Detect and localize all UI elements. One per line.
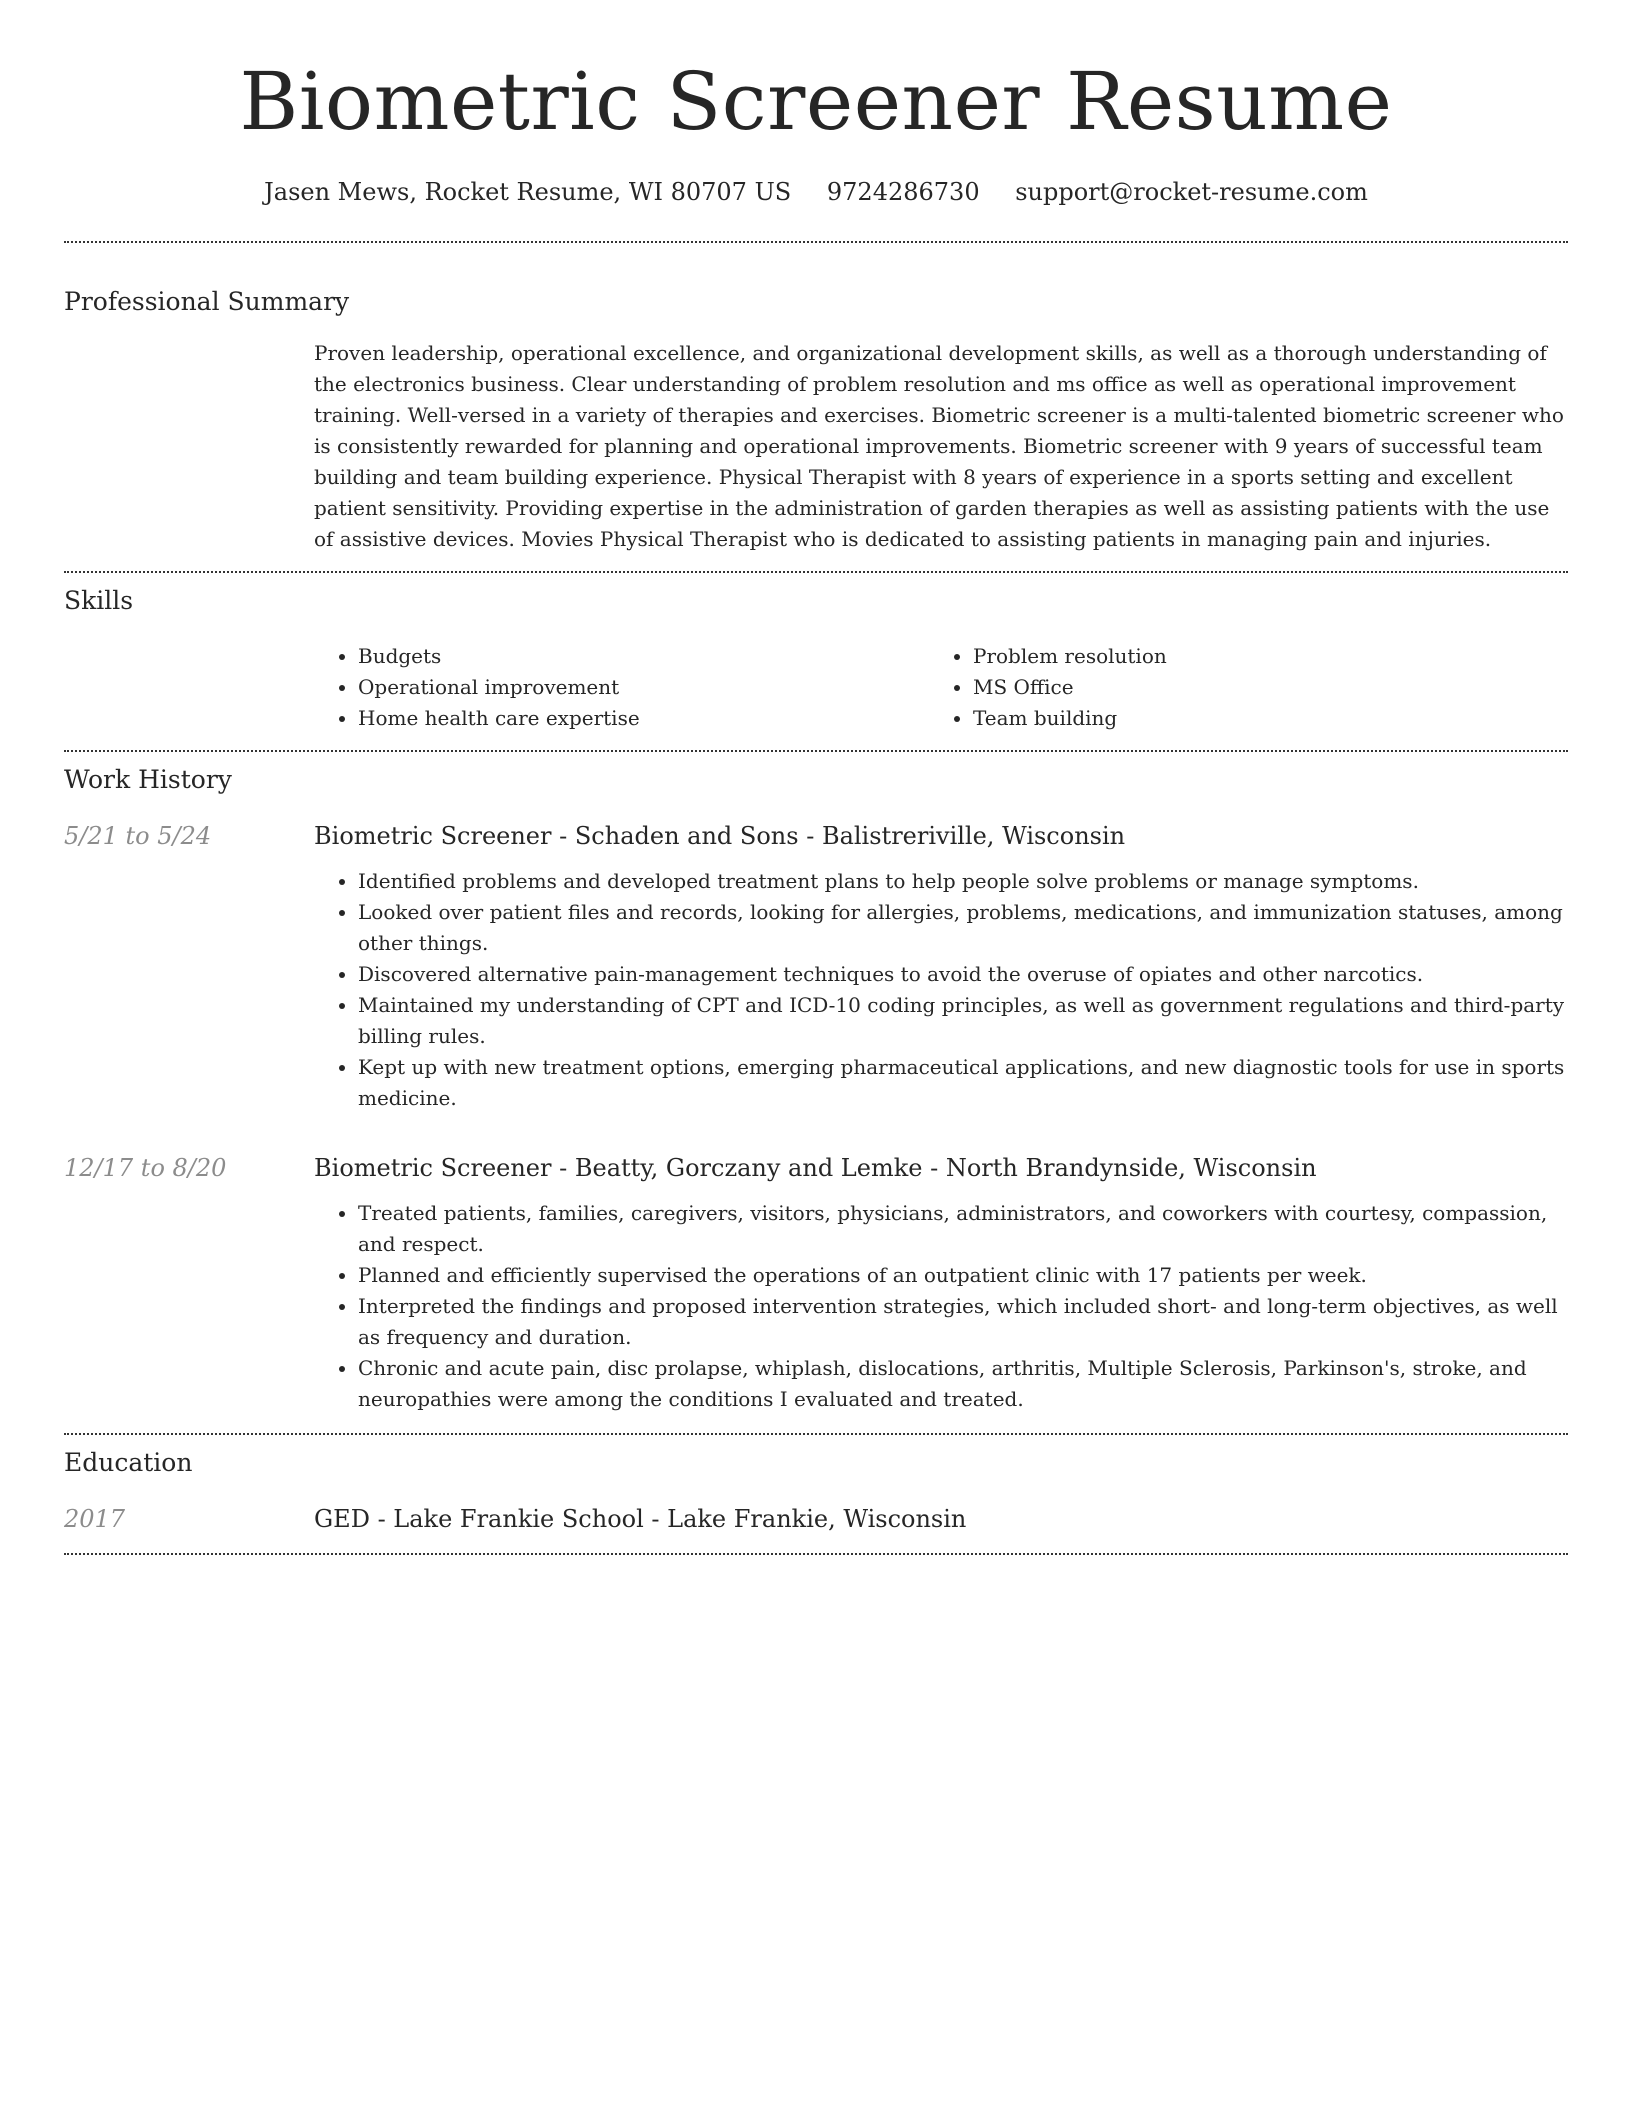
contact-phone: 9724286730 [826, 178, 980, 206]
skill-item: • MS Office [973, 672, 1568, 703]
education-dates: 2017 [64, 1505, 126, 1533]
job-entry [64, 1152, 1568, 1415]
skills-column-left [314, 641, 929, 734]
work-heading: Work History [64, 765, 232, 794]
job-bullet: • Planned and efficiently supervised the operations of an outpatient clinic with 17 patients per week. [358, 1260, 1568, 1291]
education-divider [64, 1553, 1568, 1555]
job-header [64, 820, 1568, 852]
job-bullet: • Identified problems and developed treatment plans to help people solve problems or manage symptoms. [358, 866, 1568, 897]
job-dates: 5/21 to 5/24 [64, 822, 212, 850]
job-header [64, 1152, 1568, 1184]
job-bullet: • Interpreted the findings and proposed intervention strategies, which included short- and long-term objectives, as well as frequency and duration. [358, 1291, 1568, 1353]
education-title: GED - Lake Frankie School - Lake Frankie, Wisconsin [314, 1505, 967, 1533]
summary-text: Proven leadership, operational excellence, and organizational development skills, as well as a thorough understanding of the electronics business. Clear understanding of problem resolution and ms office as well as operational improvement training. Well-versed in a variety of therapies and exercises. Biometric screener is a multi-talented biometric screener who is consistently rewarded for planning and operational improvements. Biometric screener with 9 years of successful team building and team building experience. Physical Therapist with 8 years of experience in a sports setting and excellent patient sensitivity. Providing expertise in the administration of garden therapies as well as assisting patients with the use of assistive devices. Movies Physical Therapist who is dedicated to assisting patients in managing pain and injuries. [314, 341, 1564, 551]
contact-address: Jasen Mews, Rocket Resume, WI 80707 US [264, 178, 792, 206]
header-divider [64, 241, 1568, 243]
job-bullets [314, 866, 1568, 1114]
summary-divider [64, 571, 1568, 573]
summary-heading: Professional Summary [64, 287, 350, 316]
job-bullet: • Discovered alternative pain-management techniques to avoid the overuse of opiates and other narcotics. [358, 959, 1568, 990]
skill-item: • Home health care expertise [358, 703, 929, 734]
skill-item: • Operational improvement [358, 672, 929, 703]
education-entry [64, 1503, 1568, 1535]
skills-heading: Skills [64, 586, 134, 615]
job-bullet: • Maintained my understanding of CPT and ICD-10 coding principles, as well as government regulations and third-party billing rules. [358, 990, 1568, 1052]
skills-column-right [929, 641, 1568, 734]
resume-title: Biometric Screener Resume [239, 55, 1393, 148]
work-divider [64, 1433, 1568, 1435]
job-title: Biometric Screener - Schaden and Sons - Balistreriville, Wisconsin [314, 822, 1126, 850]
job-title: Biometric Screener - Beatty, Gorczany and Lemke - North Brandynside, Wisconsin [314, 1154, 1317, 1182]
work-section [64, 764, 1568, 1415]
job-bullet: • Treated patients, families, caregivers, visitors, physicians, administrators, and coworkers with courtesy, compassion, and respect. [358, 1198, 1568, 1260]
job-entry [64, 820, 1568, 1114]
job-dates: 12/17 to 8/20 [64, 1154, 227, 1182]
contact-email[interactable]: support@rocket-resume.com [1015, 178, 1368, 206]
summary-section [64, 286, 1568, 555]
skill-item: • Budgets [358, 641, 929, 672]
job-bullet: • Chronic and acute pain, disc prolapse, whiplash, dislocations, arthritis, Multiple Sclerosis, Parkinson's, stroke, and neuropathies were among the conditions I evaluated and treated. [358, 1353, 1568, 1415]
contact-line [64, 176, 1568, 208]
skill-item: • Team building [973, 703, 1568, 734]
education-header [64, 1503, 1568, 1535]
job-bullet: • Looked over patient files and records, looking for allergies, problems, medications, and immunization statuses, among other things. [358, 897, 1568, 959]
skills-section [64, 585, 1568, 734]
skills-divider [64, 750, 1568, 752]
education-section [64, 1447, 1568, 1535]
skill-item: • Problem resolution [973, 641, 1568, 672]
summary-body [314, 338, 1568, 555]
skills-list [314, 641, 1568, 734]
education-heading: Education [64, 1448, 193, 1477]
job-bullet: • Kept up with new treatment options, emerging pharmaceutical applications, and new diagnostic tools for use in sports medicine. [358, 1052, 1568, 1114]
job-bullets [314, 1198, 1568, 1415]
